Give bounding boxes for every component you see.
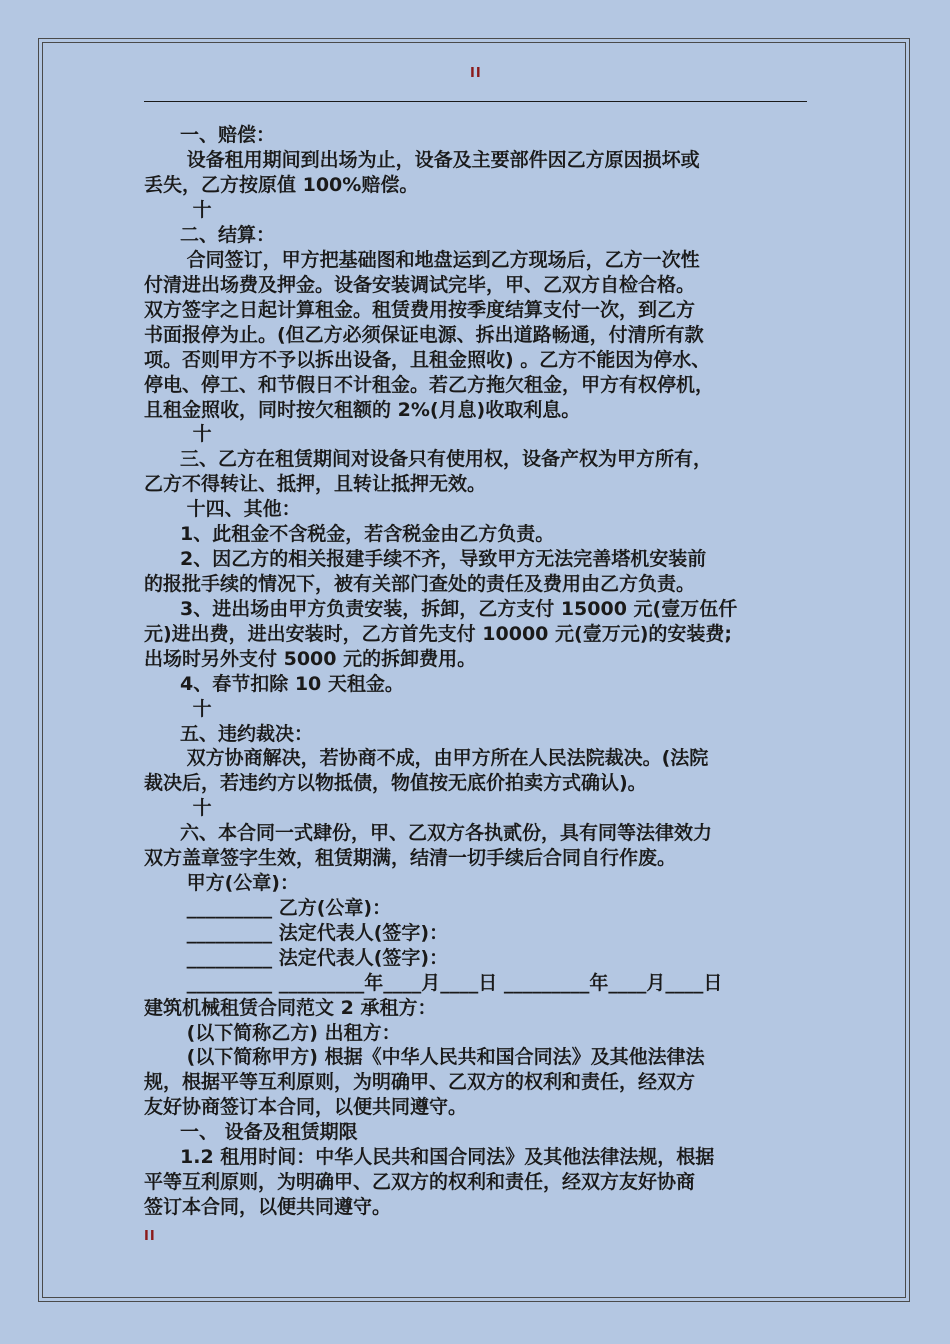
text-line: 停电、停工、和节假日不计租金。若乙方拖欠租金，甲方有权停机， [144,374,715,396]
text-line: 元)进出费，进出安装时，乙方首先支付 10000 元(壹万元)的安装费; [144,623,732,645]
text-line: 双方盖章签字生效，租赁期满，结清一切手续后合同自行作废。 [144,847,677,869]
text-line: 甲方(公章)： [180,872,299,894]
text-line: 十 [186,199,212,221]
text-line: 平等互利原则，为明确甲、乙双方的权利和责任，经双方友好协商 [144,1171,696,1193]
text-line: 六、本合同一式肆份，甲、乙双方各执贰份，具有同等法律效力 [180,822,713,844]
text-line: 3、进出场由甲方负责安装，拆卸，乙方支付 15000 元(壹万伍仟 [180,598,738,620]
text-line: 一、 设备及租赁期限 [180,1121,358,1143]
text-line: 设备租用期间到出场为止，设备及主要部件因乙方原因损坏或 [180,149,700,171]
text-line: 五、违约裁决： [180,723,314,745]
text-line: 裁决后，若违约方以物抵债，物值按无底价拍卖方式确认)。 [144,772,647,794]
text-line: _________ _________年____月____日 _________年____月____日 [180,972,723,994]
text-line: 十 [186,423,212,445]
text-line: 三、乙方在租赁期间对设备只有使用权，设备产权为甲方所有， [180,448,713,470]
text-line: 出场时另外支付 5000 元的拆卸费用。 [144,648,477,670]
text-line: (以下简称甲方) 根据《中华人民共和国合同法》及其他法律法 [180,1046,705,1068]
text-line: 4、春节扣除 10 天租金。 [180,673,404,695]
text-line: 丢失，乙方按原值 100%赔偿。 [144,174,419,196]
text-line: 双方签字之日起计算租金。租赁费用按季度结算支付一次，到乙方 [144,299,696,321]
text-line: 规，根据平等互利原则，为明确甲、乙双方的权利和责任，经双方 [144,1071,696,1093]
text-line: (以下简称乙方) 出租方： [180,1022,401,1044]
text-line: 双方协商解决，若协商不成，由甲方所在人民法院裁决。(法院 [180,747,709,769]
text-line: _________ 法定代表人(签字)： [180,922,449,944]
text-line: 1.2 租用时间：中华人民共和国合同法》及其他法律法规，根据 [180,1146,715,1168]
text-line: _________ 乙方(公章)： [180,897,392,919]
text-line: 一、赔偿： [180,124,276,146]
text-line: 的报批手续的情况下，被有关部门查处的责任及费用由乙方负责。 [144,573,696,595]
text-line: 二、结算： [180,224,276,246]
header-mark: II [470,66,482,81]
text-line: 1、此租金不含税金，若含税金由乙方负责。 [180,523,555,545]
text-line: 乙方不得转让、抵押，且转让抵押无效。 [144,473,487,495]
text-line: 项。否则甲方不予以拆出设备，且租金照收) 。乙方不能因为停水、 [144,349,711,371]
text-line: 十 [186,797,212,819]
header-rule [144,101,807,102]
text-line: 合同签订，甲方把基础图和地盘运到乙方现场后，乙方一次性 [180,249,700,271]
text-line: 建筑机械租赁合同范文 2 承租方： [144,997,437,1019]
text-line: 友好协商签订本合同，以便共同遵守。 [144,1096,468,1118]
text-line: 且租金照收，同时按欠租额的 2%(月息)收取利息。 [144,399,581,421]
text-line: 书面报停为止。(但乙方必须保证电源、拆出道路畅通，付清所有款 [144,324,704,346]
text-line: 十四、其他： [180,498,301,520]
text-line: 2、因乙方的相关报建手续不齐，导致甲方无法完善塔机安装前 [180,548,707,570]
footer-mark: II [144,1229,156,1244]
text-line: 十 [186,698,212,720]
text-line: 付清进出场费及押金。设备安装调试完毕，甲、乙双方自检合格。 [144,274,696,296]
text-line: _________ 法定代表人(签字)： [180,947,449,969]
text-line: 签订本合同，以便共同遵守。 [144,1196,392,1218]
